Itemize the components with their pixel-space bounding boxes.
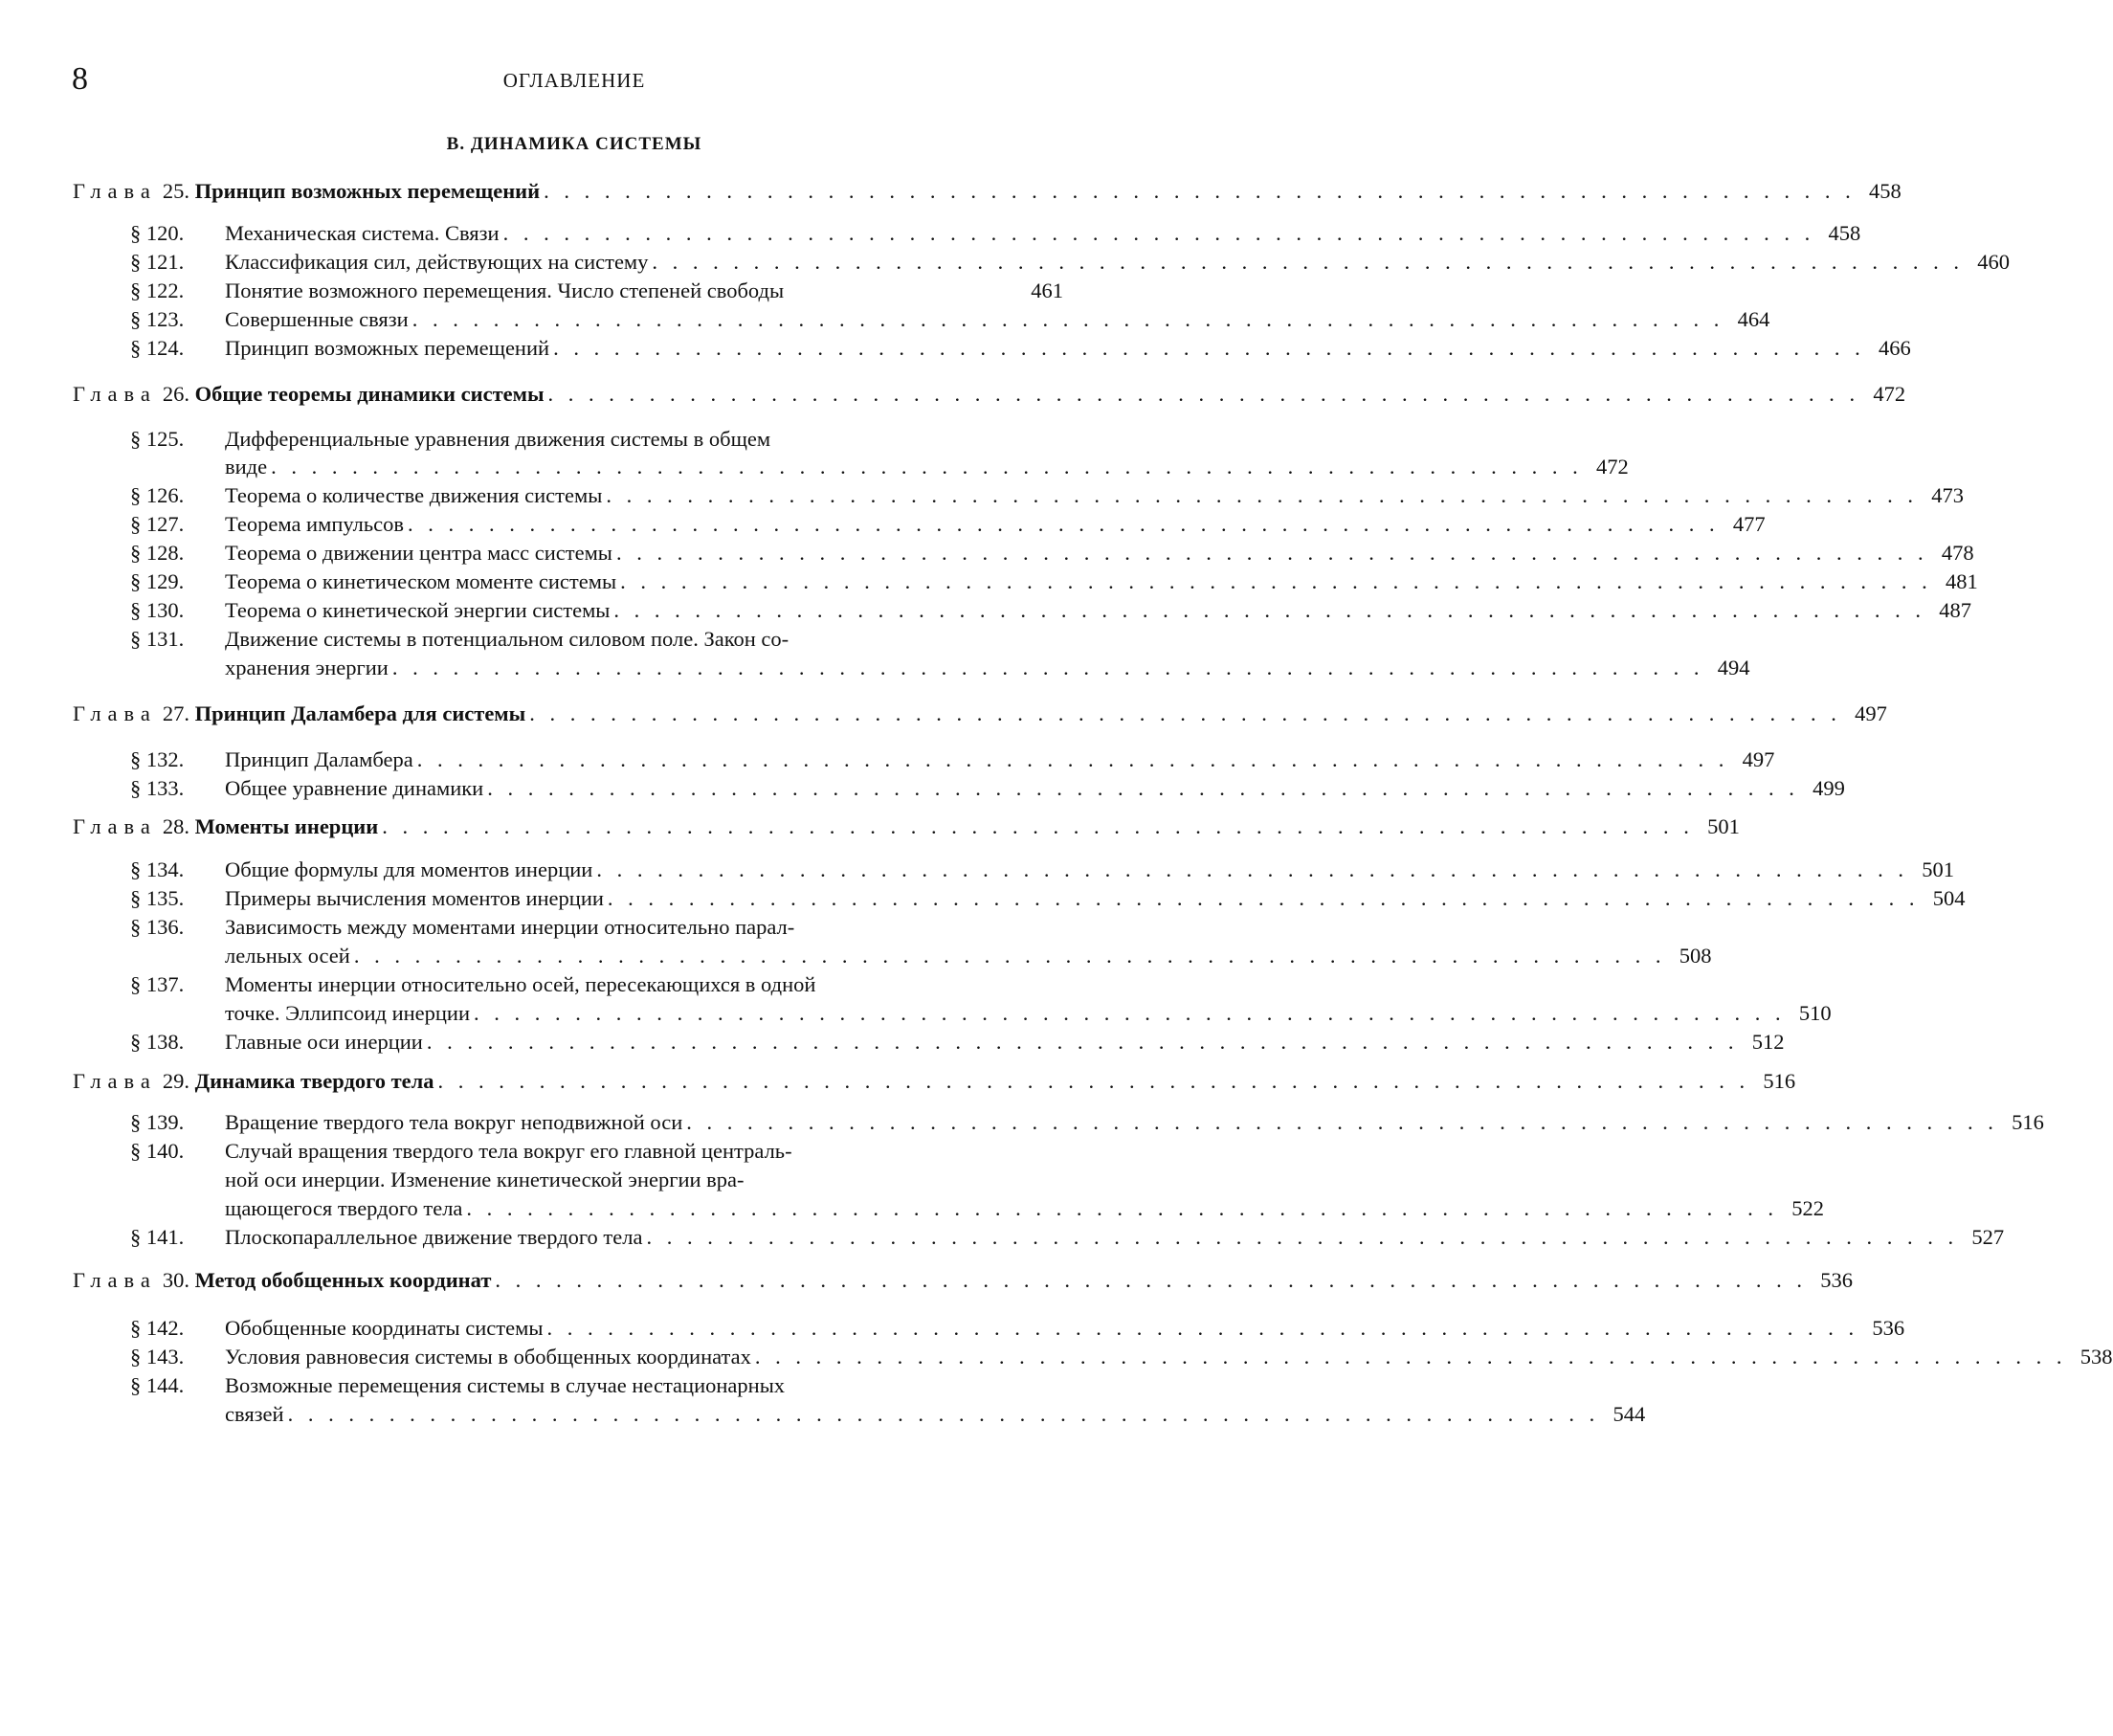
leader-dots: . . . . . . . . . . . . . . . . . . . . . . . . . . . . . . . . . . . . . . . . . . . . . . . . . . . . . . . . . . . . . . . . . xyxy=(652,250,1965,274)
section-page: 512 xyxy=(1751,1030,1785,1054)
section-title-cont: хранения энергии xyxy=(225,656,389,679)
section-page: 478 xyxy=(1941,541,1974,565)
section-number: § 122. xyxy=(130,278,185,302)
section-title-cont: точке. Эллипсоид инерции xyxy=(225,1001,471,1025)
section-title: Общее уравнение динамики xyxy=(225,776,484,800)
section-page: 501 xyxy=(1922,857,1954,881)
section-title: Условия равновесия системы в обобщенных координатах xyxy=(225,1345,751,1369)
toc-section-140[interactable] xyxy=(130,1136,1063,1167)
section-page: 458 xyxy=(1828,221,1861,245)
section-number: § 130. xyxy=(130,598,185,622)
section-page: 527 xyxy=(1971,1225,2005,1249)
toc-section-140-cont-2[interactable] xyxy=(225,1193,1825,1224)
section-number: § 139. xyxy=(130,1110,185,1134)
toc-section-129[interactable] xyxy=(130,567,1978,597)
leader-dots: . . . . . . . . . . . . . . . . . . . . . . . . . . . . . . . . . . . . . . . . . . . . . . . . . . . . . . . . . . . . . . . . . xyxy=(686,1110,1998,1134)
section-title: Теорема о кинетической энергии системы xyxy=(225,598,611,622)
chapter-title: Принцип возможных перемещений xyxy=(194,179,541,203)
leader-dots: . . . . . . . . . . . . . . . . . . . . . . . . . . . . . . . . . . . . . . . . . . . . . . . . . . . . . . . . . . . . . . . . . xyxy=(547,382,1860,406)
chapter-page: 536 xyxy=(1820,1268,1853,1292)
chapter-number: 29. xyxy=(162,1069,189,1093)
section-title-cont: щающегося твердого тела xyxy=(225,1196,463,1220)
section-page: 497 xyxy=(1742,747,1775,771)
section-heading: В. ДИНАМИКА СИСТЕМЫ xyxy=(446,134,702,154)
chapter-page: 458 xyxy=(1869,179,1902,203)
section-number: § 121. xyxy=(130,250,185,274)
section-page: 473 xyxy=(1931,483,1964,507)
section-number: § 141. xyxy=(130,1225,185,1249)
section-title: Возможные перемещения системы в случае нестационарных xyxy=(225,1373,786,1397)
section-page: 499 xyxy=(1813,776,1845,800)
section-number: § 137. xyxy=(130,972,185,996)
toc-section-123[interactable] xyxy=(130,304,1770,335)
toc-section-131[interactable] xyxy=(130,624,1063,655)
leader-dots: . . . . . . . . . . . . . . . . . . . . . . . . . . . . . . . . . . . . . . . . . . . . . . . . . . . . . . . . . . . . . . . . . xyxy=(474,1001,1786,1025)
toc-chapter-25[interactable] xyxy=(73,176,1902,207)
section-title: Дифференциальные уравнения движения системы в общем xyxy=(225,427,771,451)
leader-dots: . . . . . . . . . . . . . . . . . . . . . . . . . . . . . . . . . . . . . . . . . . . . . . . . . . . . . . . . . . . . . . . . . xyxy=(620,569,1932,593)
running-head: ОГЛАВЛЕНИЕ xyxy=(502,69,646,92)
section-number: § 134. xyxy=(130,857,185,881)
leader-dots: . . . . . . . . . . . . . . . . . . . . . . . . . . . . . . . . . . . . . . . . . . . . . . . . . . . . . . . . . . . . . . . . . xyxy=(544,179,1856,203)
section-title: Принцип Даламбера xyxy=(225,747,413,771)
section-page: 464 xyxy=(1737,307,1770,331)
section-page: 466 xyxy=(1878,336,1911,360)
chapter-number: 30. xyxy=(162,1268,189,1292)
leader-dots: . . . . . . . . . . . . . . . . . . . . . . . . . . . . . . . . . . . . . . . . . . . . . . . . . . . . . . . . . . . . . . . . . xyxy=(466,1196,1779,1220)
section-page: 461 xyxy=(1031,278,1063,302)
toc-section-144[interactable] xyxy=(130,1370,1063,1401)
toc-section-127[interactable] xyxy=(130,509,1766,540)
chapter-number: 26. xyxy=(162,382,189,406)
leader-dots: . . . . . . . . . . . . . . . . . . . . . . . . . . . . . . . . . . . . . . . . . . . . . . . . . . . . . . . . . . . . . . . . . xyxy=(391,656,1704,679)
leader-dots: . . . . . . . . . . . . . . . . . . . . . . . . . . . . . . . . . . . . . . . . . . . . . . . . . . . . . . . . . . . . . . . . . xyxy=(495,1268,1807,1292)
section-page: 508 xyxy=(1679,944,1712,968)
section-number: § 143. xyxy=(130,1345,185,1369)
section-title: Движение системы в потенциальном силовом поле. Закон со- xyxy=(225,627,790,651)
chapter-title: Общие теоремы динамики системы xyxy=(194,382,545,406)
section-page: 538 xyxy=(2080,1345,2113,1369)
toc-chapter-29[interactable] xyxy=(73,1066,1796,1097)
section-page: 522 xyxy=(1791,1196,1825,1220)
section-title: Классификация сил, действующих на систему xyxy=(225,250,649,274)
section-number: § 132. xyxy=(130,747,185,771)
leader-dots: . . . . . . . . . . . . . . . . . . . . . . . . . . . . . . . . . . . . . . . . . . . . . . . . . . . . . . . . . . . . . . . . . xyxy=(606,483,1918,507)
toc-section-120[interactable] xyxy=(130,218,1861,249)
section-number: § 123. xyxy=(130,307,185,331)
section-number: § 127. xyxy=(130,512,185,536)
toc-chapter-28[interactable] xyxy=(73,812,1740,842)
section-title: Главные оси инерции xyxy=(225,1030,423,1054)
leader-dots: . . . . . . . . . . . . . . . . . . . . . . . . . . . . . . . . . . . . . . . . . . . . . . . . . . . . . . . . . . . . . . . . . xyxy=(271,455,1583,479)
toc-section-134[interactable] xyxy=(130,855,1954,885)
leader-dots: . . . . . . . . . . . . . . . . . . . . . . . . . . . . . . . . . . . . . . . . . . . . . . . . . . . . . . . . . . . . . . . . . xyxy=(529,701,1841,725)
leader-dots: . . . . . . . . . . . . . . . . . . . . . . . . . . . . . . . . . . . . . . . . . . . . . . . . . . . . . . . . . . . . . . . . . xyxy=(287,1402,1600,1426)
toc-chapter-27[interactable] xyxy=(73,699,1887,729)
chapter-word: Глава xyxy=(73,382,157,406)
leader-dots: . . . . . . . . . . . . . . . . . . . . . . . . . . . . . . . . . . . . . . . . . . . . . . . . . . . . . . . . . . . . . . . . . xyxy=(382,814,1694,838)
toc-section-142[interactable] xyxy=(130,1313,1905,1344)
section-number: § 128. xyxy=(130,541,185,565)
toc-section-137-cont[interactable] xyxy=(225,998,1832,1029)
section-page: 460 xyxy=(1977,250,2011,274)
chapter-title: Принцип Даламбера для системы xyxy=(194,701,526,725)
section-title: Зависимость между моментами инерции относительно парал- xyxy=(225,915,795,939)
toc-section-136-cont[interactable] xyxy=(225,941,1712,971)
chapter-page: 497 xyxy=(1855,701,1887,725)
leader-dots: . . . . . . . . . . . . . . . . . . . . . . . . . . . . . . . . . . . . . . . . . . . . . . . . . . . . . . . . . . . . . . . . . xyxy=(437,1069,1750,1093)
toc-section-130[interactable] xyxy=(130,595,1972,626)
section-page: 494 xyxy=(1717,656,1750,679)
toc-section-132[interactable] xyxy=(130,745,1775,775)
section-number: § 120. xyxy=(130,221,185,245)
toc-section-122[interactable] xyxy=(130,276,1063,306)
leader-dots: . . . . . . . . . . . . . . . . . . . . . . . . . . . . . . . . . . . . . . . . . . . . . . . . . . . . . . . . . . . . . . . . . xyxy=(754,1345,2067,1369)
section-title-cont: связей xyxy=(225,1402,284,1426)
toc-section-135[interactable] xyxy=(130,883,1966,914)
section-title: Моменты инерции относительно осей, пересекающихся в одной xyxy=(225,972,816,996)
section-title-cont: лельных осей xyxy=(225,944,350,968)
section-title: Случай вращения твердого тела вокруг его главной централь- xyxy=(225,1139,792,1163)
toc-section-121[interactable] xyxy=(130,247,2011,278)
section-page: 544 xyxy=(1613,1402,1646,1426)
section-title: Понятие возможного перемещения. Число степеней свободы xyxy=(225,278,785,302)
leader-dots: . . . . . . . . . . . . . . . . . . . . . . . . . . . . . . . . . . . . . . . . . . . . . . . . . . . . . . . . . . . . . . . . . xyxy=(408,512,1720,536)
toc-section-124[interactable] xyxy=(130,333,1911,364)
toc-section-136[interactable] xyxy=(130,912,1063,943)
section-title: Теорема импульсов xyxy=(225,512,404,536)
section-page: 516 xyxy=(2012,1110,2044,1134)
section-title: Совершенные связи xyxy=(225,307,409,331)
section-page: 477 xyxy=(1732,512,1766,536)
chapter-word: Глава xyxy=(73,814,157,838)
section-number: § 129. xyxy=(130,569,185,593)
leader-dots: . . . . . . . . . . . . . . . . . . . . . . . . . . . . . . . . . . . . . . . . . . . . . . . . . . . . . . . . . . . . . . . . . xyxy=(353,944,1666,968)
section-title: Теорема о кинетическом моменте системы xyxy=(225,569,617,593)
section-number: § 136. xyxy=(130,915,185,939)
section-title: Обобщенные координаты системы xyxy=(225,1316,544,1340)
toc-section-138[interactable] xyxy=(130,1027,1785,1057)
toc-chapter-30[interactable] xyxy=(73,1265,1853,1296)
section-page: 504 xyxy=(1932,886,1966,910)
toc-section-125-cont[interactable] xyxy=(225,452,1629,482)
leader-dots: . . . . . . . . . . . . . . . . . . . . . . . . . . . . . . . . . . . . . . . . . . . . . . . . . . . . . . . . . . . . . . . . . xyxy=(487,776,1799,800)
leader-dots: . . . . . . . . . . . . . . . . . . . . . . . . . . . . . . . . . . . . . . . . . . . . . . . . . . . . . . . . . . . . . . . . . xyxy=(613,598,1926,622)
chapter-title: Метод обобщенных координат xyxy=(194,1268,492,1292)
leader-dots: . . . . . . . . . . . . . . . . . . . . . . . . . . . . . . . . . . . . . . . . . . . . . . . . . . . . . . . . . . . . . . . . . xyxy=(553,336,1865,360)
chapter-word: Глава xyxy=(73,701,157,725)
leader-dots: . . . . . . . . . . . . . . . . . . . . . . . . . . . . . . . . . . . . . . . . . . . . . . . . . . . . . . . . . . . . . . . . . xyxy=(646,1225,1959,1249)
section-title: Вращение твердого тела вокруг неподвижной оси xyxy=(225,1110,683,1134)
chapter-title: Моменты инерции xyxy=(194,814,379,838)
chapter-title: Динамика твердого тела xyxy=(194,1069,434,1093)
toc-section-128[interactable] xyxy=(130,538,1974,568)
toc-section-133[interactable] xyxy=(130,773,1845,804)
leader-dots: . . . . . . . . . . . . . . . . . . . . . . . . . . . . . . . . . . . . . . . . . . . . . . . . . . . . . . . . . . . . . . . . . xyxy=(615,541,1928,565)
toc-section-141[interactable] xyxy=(130,1222,2005,1253)
section-title: Теорема о количестве движения системы xyxy=(225,483,603,507)
section-title: Принцип возможных перемещений xyxy=(225,336,550,360)
section-title: Общие формулы для моментов инерции xyxy=(225,857,593,881)
section-title: Плоскопараллельное движение твердого тела xyxy=(225,1225,643,1249)
section-number: § 125. xyxy=(130,427,185,451)
section-number: § 135. xyxy=(130,886,185,910)
section-title: Примеры вычисления моментов инерции xyxy=(225,886,604,910)
section-page: 536 xyxy=(1872,1316,1905,1340)
section-title: Механическая система. Связи xyxy=(225,221,500,245)
chapter-word: Глава xyxy=(73,179,157,203)
toc-chapter-26[interactable] xyxy=(73,379,1906,410)
leader-dots: . . . . . . . . . . . . . . . . . . . . . . . . . . . . . . . . . . . . . . . . . . . . . . . . . . . . . . . . . . . . . . . . . xyxy=(596,857,1908,881)
chapter-number: 27. xyxy=(162,701,189,725)
section-number: § 138. xyxy=(130,1030,185,1054)
chapter-word: Глава xyxy=(73,1268,157,1292)
section-title-cont: ной оси инерции. Изменение кинетической энергии вра- xyxy=(225,1168,745,1191)
section-title-cont: виде xyxy=(225,455,268,479)
toc-section-125[interactable] xyxy=(130,424,1063,455)
section-title: Теорема о движении центра масс системы xyxy=(225,541,612,565)
chapter-page: 501 xyxy=(1707,814,1740,838)
section-page: 481 xyxy=(1945,569,1978,593)
chapter-page: 516 xyxy=(1763,1069,1796,1093)
toc-section-144-cont[interactable] xyxy=(225,1399,1646,1430)
section-number: § 133. xyxy=(130,776,185,800)
leader-dots: . . . . . . . . . . . . . . . . . . . . . . . . . . . . . . . . . . . . . . . . . . . . . . . . . . . . . . . . . . . . . . . . . xyxy=(546,1316,1859,1340)
toc-section-140-cont[interactable] xyxy=(225,1165,1063,1195)
leader-dots: . . . . . . . . . . . . . . . . . . . . . . . . . . . . . . . . . . . . . . . . . . . . . . . . . . . . . . . . . . . . . . . . . xyxy=(502,221,1815,245)
toc-section-143[interactable] xyxy=(130,1342,2113,1372)
section-number: § 142. xyxy=(130,1316,185,1340)
chapter-word: Глава xyxy=(73,1069,157,1093)
toc-section-139[interactable] xyxy=(130,1107,2044,1138)
leader-dots: . . . . . . . . . . . . . . . . . . . . . . . . . . . . . . . . . . . . . . . . . . . . . . . . . . . . . . . . . . . . . . . . . xyxy=(411,307,1724,331)
section-page: 510 xyxy=(1798,1001,1832,1025)
toc-section-137[interactable] xyxy=(130,969,1063,1000)
page-number: 8 xyxy=(72,61,88,97)
leader-dots: . . . . . . . . . . . . . . . . . . . . . . . . . . . . . . . . . . . . . . . . . . . . . . . . . . . . . . . . . . . . . . . . . xyxy=(607,886,1920,910)
leader-dots: . . . . . . . . . . . . . . . . . . . . . . . . . . . . . . . . . . . . . . . . . . . . . . . . . . . . . . . . . . . . . . . . . xyxy=(426,1030,1739,1054)
chapter-number: 28. xyxy=(162,814,189,838)
section-page: 487 xyxy=(1939,598,1972,622)
section-number: § 124. xyxy=(130,336,185,360)
section-page: 472 xyxy=(1595,455,1629,479)
toc-section-126[interactable] xyxy=(130,480,1964,511)
leader-dots: . . . . . . . . . . . . . . . . . . . . . . . . . . . . . . . . . . . . . . . . . . . . . . . . . . . . . . . . . . . . . . . . . xyxy=(416,747,1729,771)
section-number: § 126. xyxy=(130,483,185,507)
section-number: § 140. xyxy=(130,1139,185,1163)
chapter-page: 472 xyxy=(1873,382,1906,406)
chapter-number: 25. xyxy=(162,179,189,203)
toc-section-131-cont[interactable] xyxy=(225,653,1750,683)
section-number: § 144. xyxy=(130,1373,185,1397)
section-number: § 131. xyxy=(130,627,185,651)
